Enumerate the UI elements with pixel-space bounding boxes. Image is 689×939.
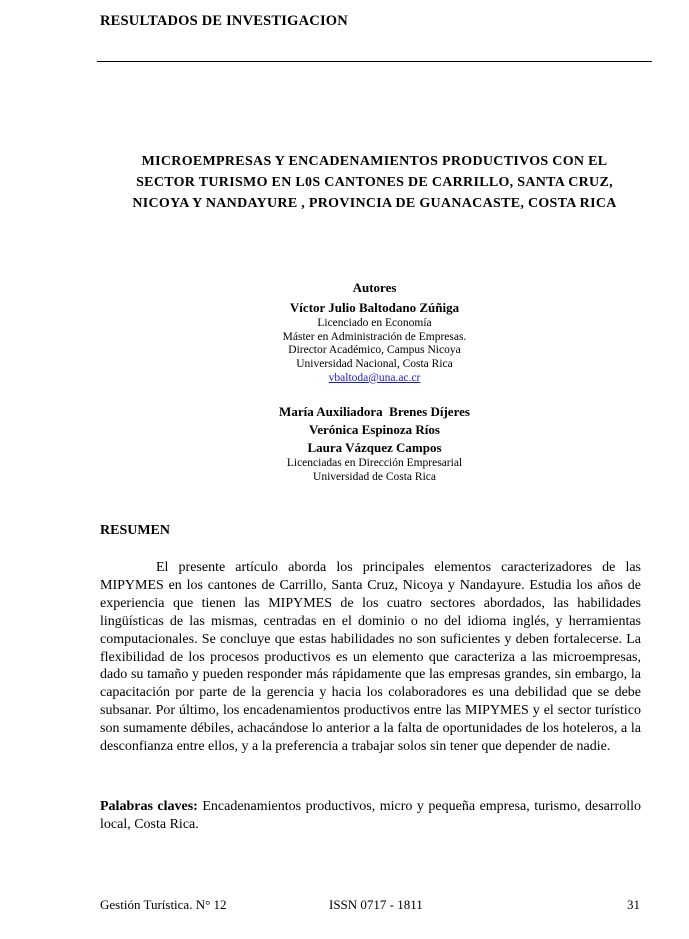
header-rule [97,61,652,62]
section-header: RESULTADOS DE INVESTIGACION [100,13,348,29]
keywords-label: Palabras claves: [100,799,198,814]
author-email-link[interactable]: vbaltoda@una.ac.cr [328,371,421,384]
keywords-paragraph [100,798,641,834]
author-name: Víctor Julio Baltodano Zúñiga [289,300,460,315]
footer-page-number: 31 [627,897,640,912]
author-credential: Máster en Administración de Empresas. [282,330,467,343]
footer-journal: Gestión Turística. N° 12 [100,897,227,912]
resumen-heading: RESUMEN [100,523,171,538]
author-block-first [97,280,652,386]
author-credential: Licenciadas en Dirección Empresarial [286,457,463,469]
author-name: María Auxiliadora Brenes Díjeres [279,404,470,419]
title-line: MICROEMPRESAS Y ENCADENAMIENTOS PRODUCTIVOS CON EL [141,154,608,169]
author-credential: Universidad de Costa Rica [313,470,436,483]
abstract-text: El presente artículo aborda los principales elementos caracterizadores de las MIPYMES en los cantones de Carrillo, Santa Cruz, Nicoya y Nandayure. Estudia los años de experiencia que tienen las MIPYMES de los cuatro sectores abordados, las habilidades lingüísticas de las mismas, centradas en el dominio o no del idioma inglés, y herramientas computacionales. Se concluye que estas habilidades no son suficientes y deben fortalecerse. La flexibilidad de los procesos productivos es un elemento que caracteriza a las microempresas, dado su tamaño y pueden responder más rápidamente que las empresas grandes, sin embargo, la capacitación por parte de la gerencia y hacia los colaboradores es una debilidad que se debe subsanar. Por último, los encadenamientos productivos entre las MIPYMES y el sector turístico son sumamente débiles, achacándose lo anterior a la falta de oportunidades de los hoteleros, a la desconfianza entre ellos, y a la preferencia a trabajar solos sin tener que depender de nadie. [100,560,641,755]
title-line: SECTOR TURISMO EN L0S CANTONES DE CARRILLO, SANTA CRUZ, [136,175,613,190]
author-name: Verónica Espinoza Ríos [309,422,440,437]
author-name: Laura Vázquez Campos [307,440,442,455]
article-title [97,151,652,214]
author-block-group [97,403,652,484]
keywords-text: Encadenamientos productivos, micro y pequeña empresa, turismo, desarrollo local, Costa Rica. [100,799,641,832]
title-line: NICOYA Y NANDAYURE , PROVINCIA DE GUANACASTE, COSTA RICA [132,196,617,211]
author-credential: Licenciado en Economía [317,317,432,329]
author-credential: Director Académico, Campus Nicoya [288,344,461,357]
author-credential: Universidad Nacional, Costa Rica [296,358,453,371]
authors-label: Autores [352,280,397,295]
footer-issn: ISSN 0717 - 1811 [329,897,423,912]
